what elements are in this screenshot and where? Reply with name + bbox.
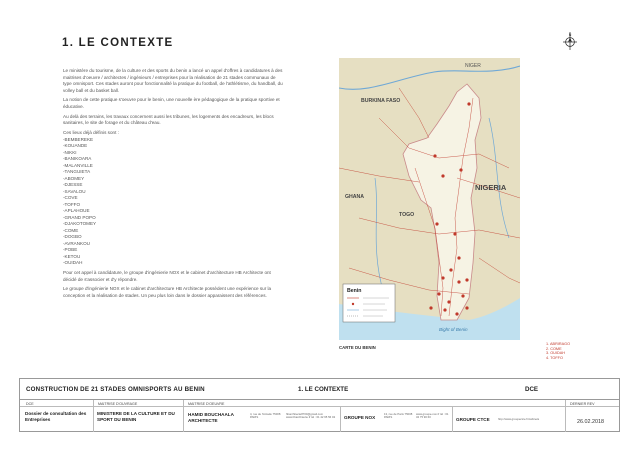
map-legend: [546, 342, 570, 360]
nox-contact: www.groupe-nox.fr tél : 01 34 75 90 60: [416, 412, 449, 420]
phase-label: DCE: [525, 386, 539, 393]
client-name: MINISTERE DE LA CULTURE ET DU SPORT DU BENIN: [97, 411, 175, 422]
list-item: -APLAHOUE: [63, 208, 90, 214]
intro-paragraph: Le groupe d'ingénierie NOX et le cabinet d'architecture HB Architecte possèdent une expérience sur la conception et la réalisation de stades. Un peu plus loin dans le dossier apparaissent des références.: [63, 286, 272, 298]
north-arrow-icon: [563, 32, 577, 50]
list-item: -MALANVILLE: [63, 162, 93, 168]
list-item: -BEMBEREKE: [63, 136, 94, 142]
list-item: -OUIDAH: [63, 260, 83, 266]
header-dce: DCE: [26, 401, 34, 406]
list-item: -POBE: [63, 247, 78, 253]
list-item: -COVE: [63, 195, 78, 201]
architect-name: HAMID BOUCHAALA ARCHITECTE: [188, 412, 234, 423]
architect-address: 4, rue de l'Arcade 75008 PARIS: [250, 412, 281, 420]
nox-address: 13, rue de Paris 75008 PARIS: [384, 412, 413, 420]
label-bight: Bight of Benin: [439, 327, 468, 332]
list-item: -GRAND POPO: [63, 214, 96, 220]
list-item: -DJESSE: [63, 182, 83, 188]
stade-list: [63, 137, 285, 267]
title-block-header: [20, 379, 619, 400]
intro-paragraph: Pour cet appel à candidature, le groupe d'ingénierie NOX et le cabinet d'architecture HB Architecte ont décidé de s'associer et d'y répondre.: [63, 270, 271, 282]
list-item: -BANIKOARA: [63, 156, 92, 162]
section-title: 1. LE CONTEXTE: [298, 386, 349, 393]
list-item: -NIKKI: [63, 149, 77, 155]
list-item: -SAVALOU: [63, 188, 86, 194]
legend-item: 2. COME: [546, 346, 562, 351]
divider: [93, 400, 94, 432]
header-maitrise-oeuvre: MAITRISE D'OEUVRE: [188, 401, 225, 406]
label-niger: NIGER: [465, 63, 481, 69]
list-item: -DJAKOTOMEY: [63, 221, 97, 227]
list-item: -AVRANKOU: [63, 240, 90, 246]
list-item: -DOGBO: [63, 234, 82, 240]
inset-title: Benin: [347, 288, 362, 294]
ctce-name: GROUPE CTCE: [456, 417, 490, 422]
ctce-contact: http://www.groupectce.fr/cabinets: [498, 417, 540, 421]
benin-map-drawing: [339, 58, 520, 340]
page-title: 1. LE CONTEXTE: [62, 37, 174, 49]
label-burkina: BURKINA FASO: [361, 98, 401, 104]
label-togo: TOGO: [399, 212, 415, 218]
list-item: -TANGUIETA: [63, 169, 91, 175]
context-text: [63, 68, 285, 303]
title-block-subheader: [20, 400, 619, 407]
benin-map: [339, 58, 520, 340]
nox-name: GROUPE NOX: [344, 415, 376, 420]
legend-item: 3. OUIDAH: [546, 351, 565, 356]
list-item: -KETOU: [63, 253, 81, 259]
list-item: -TOFFO: [63, 201, 81, 207]
date-value: 26.02.2018: [577, 419, 604, 425]
svg-text:N: N: [568, 33, 572, 37]
list-item: -COME: [63, 227, 79, 233]
dossier-label: Dossier de consultation des Entreprises: [25, 411, 87, 422]
header-maitrise-ouvrage: MAITRISE D'OUVRAGE: [98, 401, 138, 406]
legend-item: 1. ABRIRAGO: [546, 342, 571, 346]
intro-paragraph: Le ministère du tourisme, de la culture et des sports du benin a lancé un appel d'offres à candidatures à des maitrises d'oeuvre / architectes / ingénieurs / entreprises pour la réalisation de 21 stades communaux de type omnisport. Ces stades auront pour fonctionnalité la pratique du football, de l'athlétisme, du handball, du volley ball et du basket ball.: [63, 68, 283, 93]
divider: [340, 407, 341, 432]
architect-contact: hbarchitecte8700@gmail.com www.hbarchitecte.fr tél : 01 42 65 56 02: [286, 412, 336, 420]
intro-paragraph: La notion de cette pratique s'oeuvre pour le benin, une nouvelle ère pédagogique de la pratique sportive et éducative.: [63, 97, 280, 109]
list-item: -ABOMEY: [63, 175, 85, 181]
intro-paragraph: Au delà des terrains, les travaux concernent aussi les tribunes, les logements des encadreurs, les blocs sanitaires, le site de forage et du château d'eau.: [63, 113, 274, 126]
map-caption: CARTE DU BENIN: [339, 345, 376, 350]
stade-list-title: Ces lieux déjà définis sont :: [63, 130, 119, 136]
header-revision: DERNIER REV: [570, 401, 595, 406]
project-title: CONSTRUCTION DE 21 STADES OMNISPORTS AU BENIN: [26, 386, 205, 393]
list-item: -KOUANDE: [63, 143, 88, 149]
divider: [565, 400, 566, 432]
divider: [452, 407, 453, 432]
map-legend-box: [343, 284, 395, 322]
label-nigeria: NIGERIA: [475, 183, 507, 192]
title-block: [19, 378, 620, 432]
legend-item: 4. TOFFO: [546, 355, 563, 360]
label-ghana: GHANA: [345, 194, 365, 200]
divider: [183, 400, 184, 432]
